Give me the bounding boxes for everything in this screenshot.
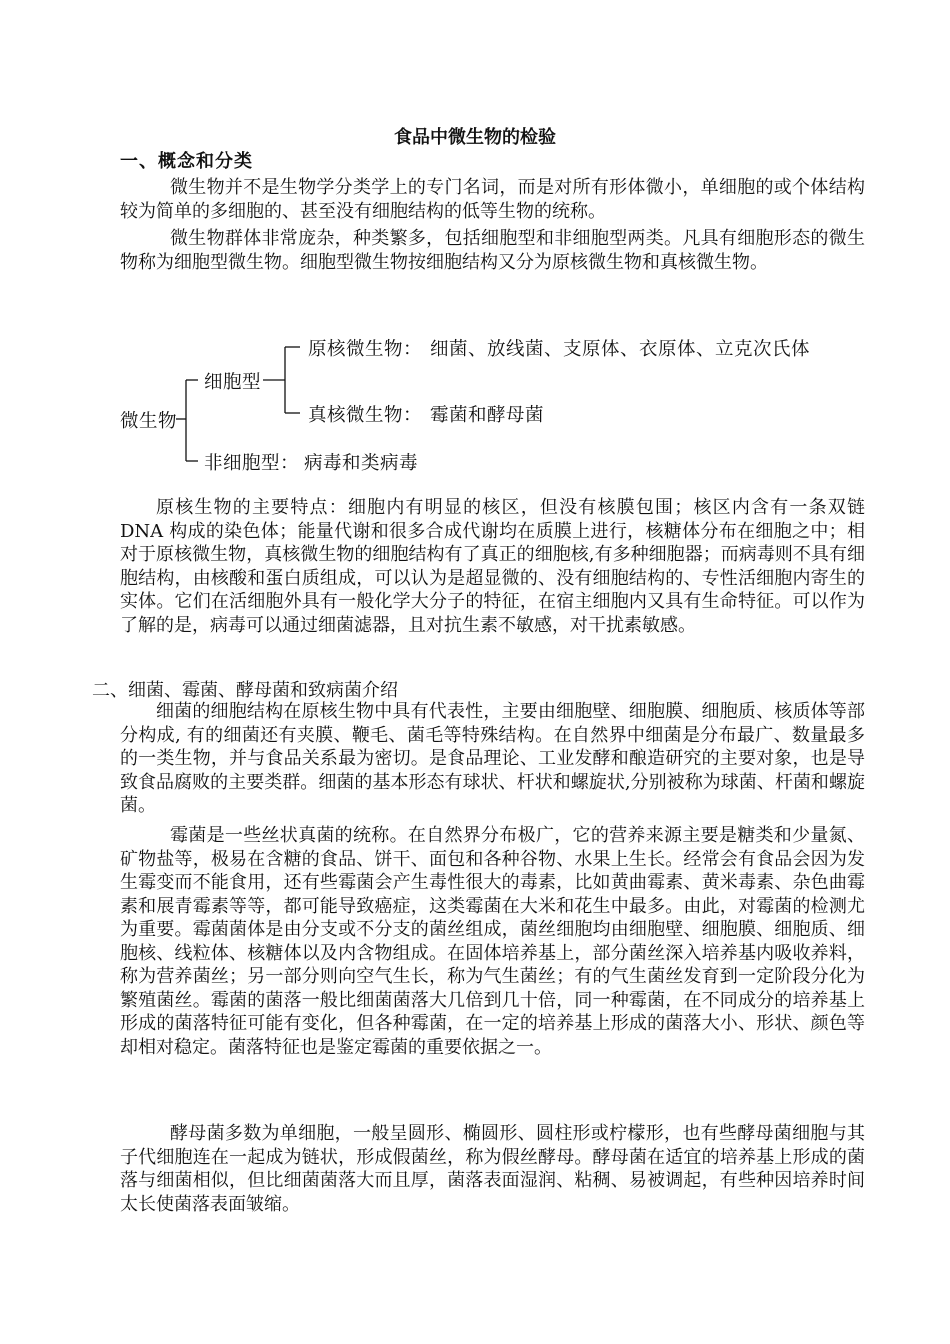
diagram-cell-type-label: 细胞型 (204, 372, 262, 393)
paragraph-classification: 微生物群体非常庞杂，种类繁多，包括细胞型和非细胞型两类。凡具有细胞形态的微生物称为细胞型微生物。细胞型微生物按细胞结构又分为原核微生物和真核微生物。 (120, 228, 865, 273)
diagram-eukaryote-label: 真核微生物： (308, 405, 423, 426)
paragraph-prokaryote-features: 原核生物的主要特点：细胞内有明显的核区，但没有核膜包围；核区内含有一条双链 DNA 构成的染色体；能量代谢和很多合成代谢均在质膜上进行，核糖体分布在细胞之中；相对于原核微生物，真核微生物的细胞结构有了真正的细胞核,有多种细胞器；而病毒则不具有细胞结构，由核酸和蛋白质组成，可以认为是超显微的、没有细胞结构的、专性活细胞内寄生的实体。它们在活细胞外具有一般化学大分子的特征，在宿主细胞内又具有生命特征。可以作为了解的是，病毒可以通过细菌滤器，且对抗生素不敏感，对干扰素敏感。 (120, 497, 865, 636)
diagram-prokaryote-label: 原核微生物： (308, 339, 423, 360)
diagram-root-label: 微生物 (120, 411, 178, 432)
diagram-prokaryote-examples: 细菌、放线菌、支原体、衣原体、立克次氏体 (430, 339, 811, 360)
paragraph-bacteria: 细菌的细胞结构在原核生物中具有代表性，主要由细胞壁、细胞膜、细胞质、核质体等部分构成, 有的细菌还有夹膜、鞭毛、菌毛等特殊结构。在自然界中细菌是分布最广、数量最多的一类生物，并与食品关系最为密切。是食品理论、工业发酵和酿造研究的主要对象，也是导致食品腐败的主要类群。细菌的基本形态有球状、杆状和螺旋状,分别被称为球菌、杆菌和螺旋菌。 (120, 701, 865, 816)
paragraph-mold: 霉菌是一些丝状真菌的统称。在自然界分布极广，它的营养来源主要是糖类和少量氮、矿物盐等，极易在含糖的食品、饼干、面包和各种谷物、水果上生长。经常会有食品会因为发生霉变而不能食用，还有些霉菌会产生毒性很大的毒素，比如黄曲霉素、黄米毒素、杂色曲霉素和展青霉素等等，都可能导致癌症，这类霉菌在大米和花生中最多。由此，对霉菌的检测尤为重要。霉菌菌体是由分支或不分支的菌丝组成，菌丝细胞均由细胞壁、细胞膜、细胞质、细胞核、线粒体、核糖体以及内含物组成。在固体培养基上，部分菌丝深入培养基内吸收养料，称为营养菌丝；另一部分则向空气生长，称为气生菌丝；有的气生菌丝发育到一定阶段分化为繁殖菌丝。霉菌的菌落一般比细菌菌落大几倍到几十倍，同一种霉菌，在不同成分的培养基上形成的菌落特征可能有变化，但各种霉菌，在一定的培养基上形成的菌落大小、形状、颜色等却相对稳定。菌落特征也是鉴定霉菌的重要依据之一。 (120, 825, 865, 1058)
paragraph-definition: 微生物并不是生物学分类学上的专门名词，而是对所有形体微小，单细胞的或个体结构较为简单的多细胞的、甚至没有细胞结构的低等生物的统称。 (120, 177, 865, 222)
section-1-heading: 一、概念和分类 (120, 151, 253, 172)
diagram-noncell-label: 非细胞型： (204, 453, 300, 474)
page-title: 食品中微生物的检验 (394, 127, 556, 148)
section-2-heading: 二、细菌、霉菌、酵母菌和致病菌介绍 (92, 680, 398, 701)
paragraph-yeast: 酵母菌多数为单细胞，一般呈圆形、椭圆形、圆柱形或柠檬形，也有些酵母菌细胞与其子代细胞连在一起成为链状，形成假菌丝，称为假丝酵母。酵母菌在适宜的培养基上形成的菌落与细菌相似，但比细菌菌落大而且厚，菌落表面湿润、粘稠、易被调起，有些种因培养时间太长使菌落表面皱缩。 (120, 1123, 865, 1215)
diagram-eukaryote-examples: 霉菌和酵母菌 (430, 405, 545, 426)
diagram-noncell-examples: 病毒和类病毒 (304, 453, 419, 474)
